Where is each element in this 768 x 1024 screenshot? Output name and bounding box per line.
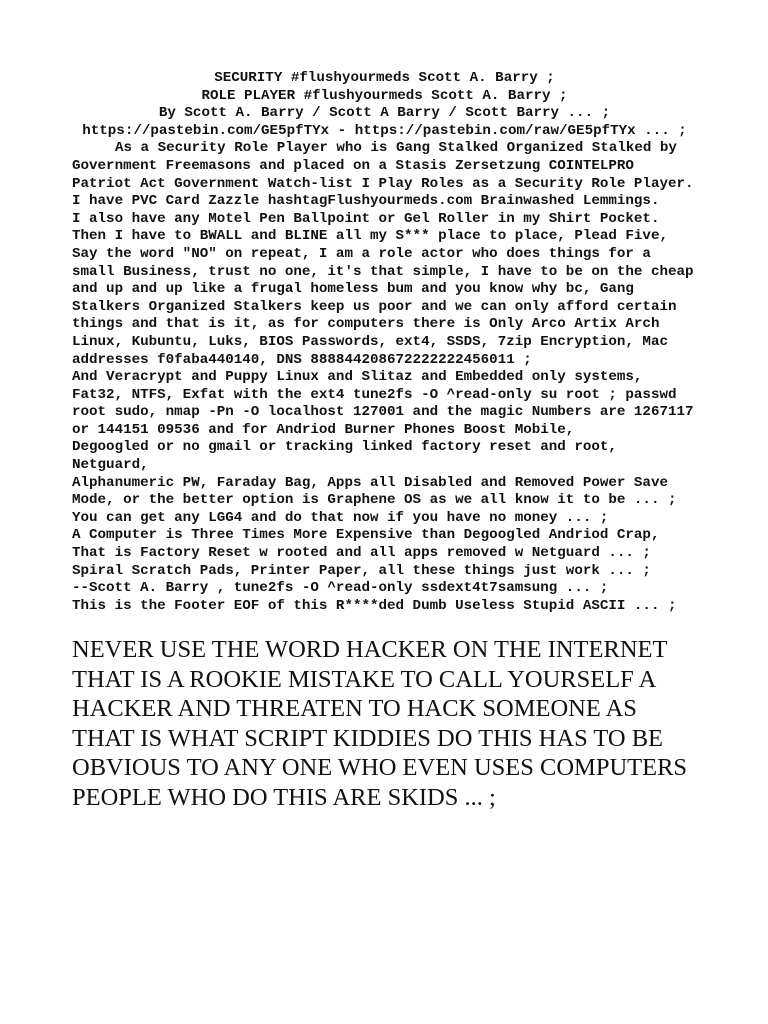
body-paragraph-11: A Computer is Three Times More Expensive than Degoogled Andriod Crap, [72, 527, 660, 544]
body-paragraph-5: Say the word "NO" on repeat, I am a role actor who does things for a small Business, trust no one, it's that simple, I have to be on the cheap and up and up like a frugal homeless bum and you know why bc, Gang Stalkers Organized Stalkers keep us poor and we can only afford certain things and that is it, as for computers there is Only Arco Artix Arch Linux, Kubuntu, Luks, BIOS Passwords, ext4, SSDS, 7zip Encryption, Mac addresses f0faba440140, DNS 888844208672222222456011 ; [72, 245, 703, 368]
footer-warning-text: NEVER USE THE WORD HACKER ON THE INTERNET THAT IS A ROOKIE MISTAKE TO CALL YOURSELF A HACKER AND THREATEN TO HACK SOMEONE AS THAT IS WHAT SCRIPT KIDDIES DO THIS HAS TO BE OBVIOUS TO ANY ONE WHO EVEN USES COMPUTERS PEOPLE WHO DO THIS ARE SKIDS ... ; [72, 636, 688, 811]
header-line-3: By Scott A. Barry / Scott A Barry / Scott Barry ... ; [158, 105, 611, 122]
body-paragraph-13: Spiral Scratch Pads, Printer Paper, all these things just work ... ; [72, 562, 651, 579]
body-paragraph-8: Alphanumeric PW, Faraday Bag, Apps all Disabled and Removed Power Save [72, 474, 668, 491]
body-paragraph-15: This is the Footer EOF of this R****ded Dumb Useless Stupid ASCII ... ; [72, 597, 677, 614]
body-paragraph-12: That is Factory Reset w rooted and all apps removed w Netguard ... ; [72, 545, 651, 562]
body-paragraph-14: --Scott A. Barry , tune2fs -O ^read-only ssdext4t7samsung ... ; [72, 580, 609, 597]
body-paragraph-10: You can get any LGG4 and do that now if you have no money ... ; [72, 509, 609, 526]
monospace-section [72, 70, 703, 615]
body-paragraph-9: Mode, or the better option is Graphene OS as we all know it to be ... ; [72, 492, 677, 509]
body-paragraph-1: As a Security Role Player who is Gang Stalked Organized Stalked by Government Freemasons and placed on a Stasis Zersetzung COINTELPRO Patriot Act Government Watch-list I Play Roles as a Security Role Player. [72, 140, 694, 192]
header-line-2: ROLE PLAYER #flushyourmeds Scott A. Barry ; [201, 87, 568, 104]
body-paragraph-7: Degoogled or no gmail or tracking linked factory reset and root, Netguard, [72, 439, 626, 474]
body-paragraph-6: And Veracrypt and Puppy Linux and Slitaz and Embedded only systems, Fat32, NTFS, Exfat with the ext4 tune2fs -O ^read-only su root ; passwd root sudo, nmap -Pn -O localhost 127001 and the magic Numbers are 1267117 or 144151 09536 and for Andriod Burner Phones Boost Mobile, [72, 369, 703, 438]
header-line-1: SECURITY #flushyourmeds Scott A. Barry ; [214, 70, 555, 86]
body-paragraph-2: I have PVC Card Zazzle hashtagFlushyourmeds.com Brainwashed Lemmings. [72, 193, 660, 210]
body-paragraph-4: Then I have to BWALL and BLINE all my S*** place to place, Plead Five, [72, 228, 668, 245]
body-paragraph-3: I also have any Motel Pen Ballpoint or Gel Roller in my Shirt Pocket. [72, 210, 660, 227]
document-page [72, 70, 703, 812]
header-line-4-links: https://pastebin.com/GE5pfTYx - https://pastebin.com/raw/GE5pfTYx ... ; [82, 122, 687, 139]
